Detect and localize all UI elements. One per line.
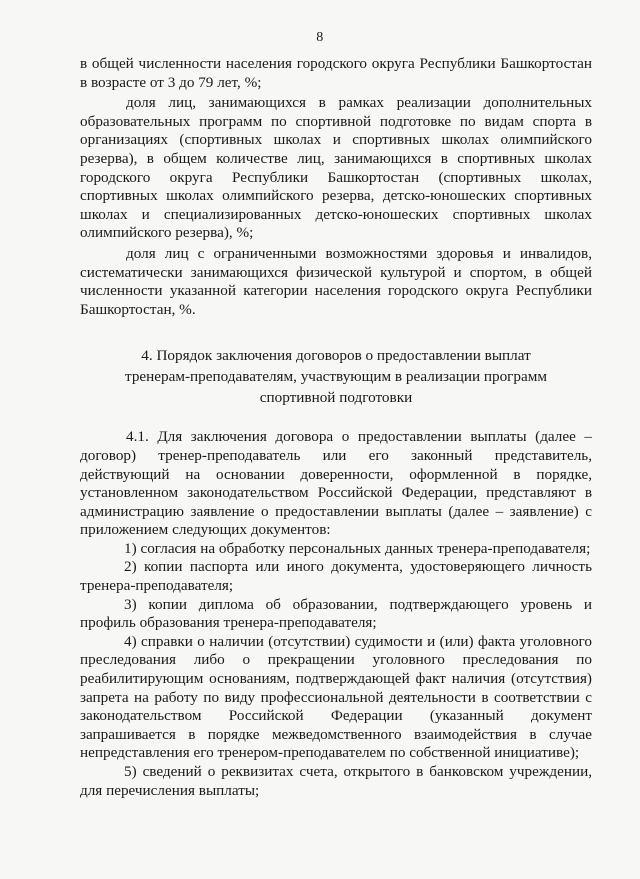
clause-4-1: 4.1. Для заключения договора о предоставлении выплаты (далее – договор) тренер-преподаватель или его законный представитель, действующий на основании доверенности, оформленной в порядке, установленном законодательством Российской Федерации, представляют в администрацию заявление о предоставлении выплаты (далее – заявление) с приложением следующих документов: [80, 428, 592, 539]
list-item: 1) согласия на обработку персональных данных тренера-преподавателя; [124, 539, 591, 557]
section-heading-line: тренерам-преподавателям, участвующим в реализации программ [125, 368, 547, 386]
list-item: 3) копии диплома об образовании, подтверждающего уровень и профиль образования тренера-преподавателя; [80, 595, 592, 632]
page-number: 8 [316, 30, 324, 45]
paragraph-indicator-disabled: доля лиц с ограниченными возможностями здоровья и инвалидов, систематически занимающихся физической культурой и спортом, в общей численности указанной категории населения городского округа Республики Башкортостан, %. [80, 244, 592, 318]
paragraph-indicator-sports-schools: доля лиц, занимающихся в рамках реализации дополнительных образовательных программ по спортивной подготовке по видам спорта в организациях (спортивных школах и спортивных школах олимпийского резерва), в общем количестве лиц, занимающихся в спортивных школах городского округа Республики Башкортостан (спортивных школах, спортивных школах олимпийского резерва, детско-юношеских спортивных школах и специализированных детско-юношеских спортивных школах олимпийского резерва), %; [80, 94, 592, 242]
document-body [80, 55, 592, 800]
list-item: 4) справки о наличии (отсутствии) судимости и (или) факта уголовного преследования либо о прекращении уголовного преследования по реабилитирующим основаниям, подтверждающей факт наличия (отсутствия) запрета на работу по виду профессиональной деятельности в соответствии с законодательством Российской Федерации (указанный документ запрашивается в порядке межведомственного взаимодействия в случае непредставления его тренером-преподавателем по собственной инициативе); [80, 632, 592, 762]
paragraph-continuation: в общей численности населения городского округа Республики Башкортостан в возрасте от 3 до 79 лет, %; [80, 55, 592, 91]
list-item: 2) копии паспорта или иного документа, удостоверяющего личность тренера-преподавателя; [80, 558, 592, 595]
list-item: 5) сведений о реквизитах счета, открытого в банковском учреждении, для перечисления выплаты; [80, 763, 592, 799]
section-heading-line: спортивной подготовки [259, 389, 413, 407]
section-heading-line: 4. Порядок заключения договоров о предоставлении выплат [141, 347, 531, 365]
section-heading [80, 345, 592, 408]
